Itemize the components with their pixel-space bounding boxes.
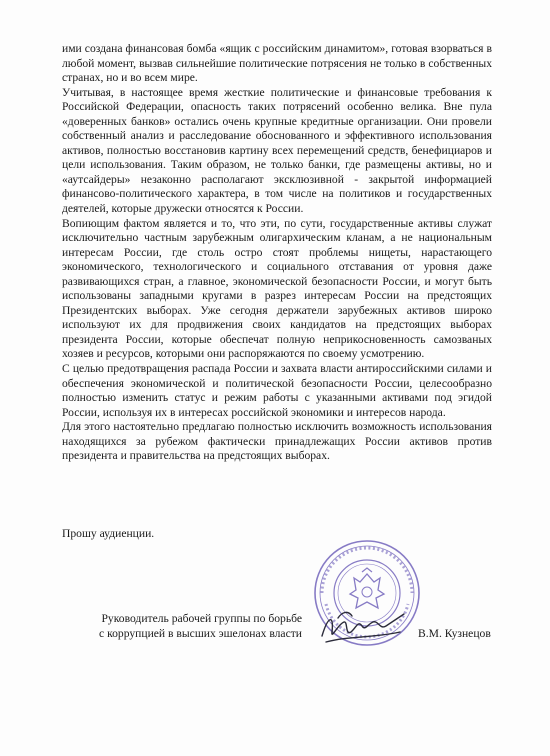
paragraph-1: ими создана финансовая бомба «ящик с российским динамитом», готовая взорваться в любой момент, вызвав сильнейшие политические потрясения не только в собственных странах, но и во всем мире.	[62, 42, 492, 85]
document-body	[62, 42, 492, 464]
signatory-name: В.М. Кузнецов	[418, 627, 491, 640]
paragraph-5: Для этого настоятельно предлагаю полностью исключить возможность использования находящихся за рубежом фактически принадлежащих России активов против президента и правительства на предстоящих выборах.	[62, 420, 492, 463]
handwritten-signature	[318, 606, 408, 648]
signatory-title-line-2: с коррупцией в высших эшелонах власти	[99, 626, 302, 640]
paragraph-2: Учитывая, в настоящее время жесткие политические и финансовые требования к Российской Федерации, опасность таких потрясений особенно велика. Вне пула «доверенных банков» остались очень крупные кредитные организации. Они провели собственный анализ и расследование обоснованного и эффективного использования активов, полностью восстановив картину всех перемещений средств, бенефициаров и цели использования. Таким образом, не только банки, где размещены активы, но и «аутсайдеры» незаконно располагают эксклюзивной - закрытой информацией финансово-политического характера, в том числе на политиков и государственных деятелей, которые дружески относятся к России.	[62, 85, 492, 216]
closing-request: Прошу аудиенции.	[62, 527, 155, 540]
signatory-title	[62, 612, 302, 641]
paragraph-4: С целью предотвращения распада России и захвата власти антироссийскими силами и обеспечения экономической и политической безопасности России, целесообразно полностью изменить статус и режим работы с указанными активами под эгидой России, используя их в интересах российской экономики и интересов народа.	[62, 362, 492, 419]
paragraph-3: Вопиющим фактом является и то, что эти, по сути, государственные активы служат исключительно частным зарубежным олигархическим кланам, а не национальным интересам России, где столь остро стоят проблемы нищеты, нарастающего экономического, технологического и социального отставания от уровня даже развивающихся стран, а главное, экономической безопасности России, и могут быть использованы западными кругами в разрез интересам России на предстоящих Президентских выборах. Уже сегодня держатели зарубежных активов широко используют их для продвижения своих кандидатов на предстоящих выборах президента России, которые обеспечат полную неприкосновенность самозваных хозяев и ресурсов, которыми они распоряжаются по своему усмотрению.	[62, 216, 492, 361]
signatory-title-line-1: Руководитель рабочей группы по борьбе	[101, 612, 302, 625]
